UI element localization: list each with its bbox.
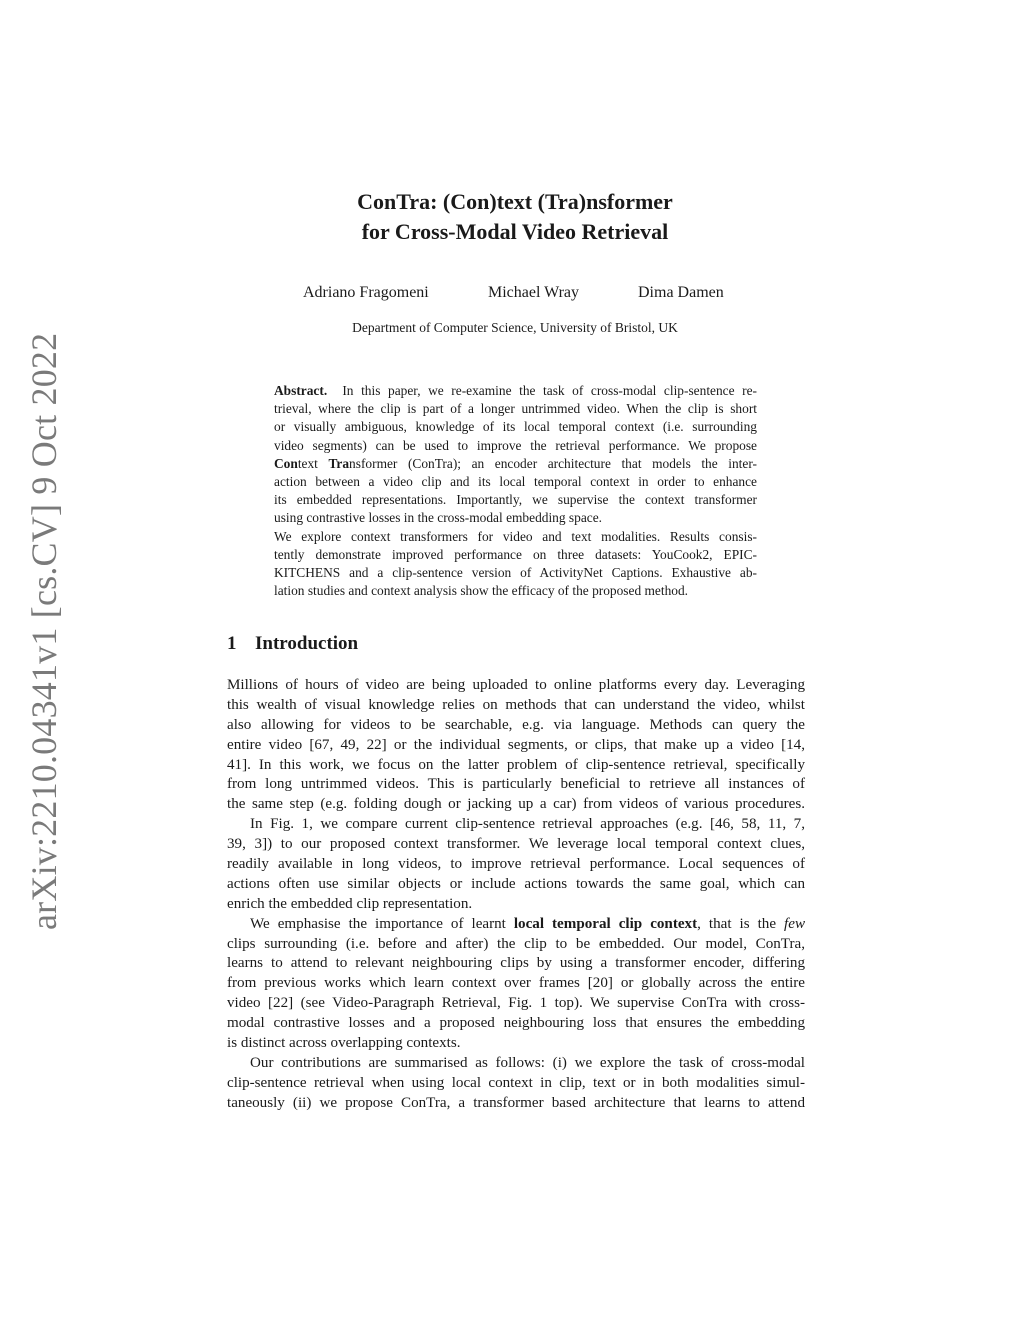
section-heading	[227, 633, 358, 655]
body-line: entire video [67, 49, 22] or the individual segments, or clips, that make up a video [14,	[227, 736, 805, 753]
body-line: learns to attend to relevant neighbouring clips by using a transformer encoder, differing	[227, 955, 805, 972]
body-line: Millions of hours of video are being uploaded to online platforms every day. Leveraging	[227, 677, 805, 693]
abstract-line: action between a video clip and its local temporal context in order to enhance	[274, 473, 757, 489]
author-name: Dima Damen	[638, 284, 724, 301]
body-line: We emphasise the importance of learnt local temporal clip context, that is the few	[250, 915, 806, 932]
author-list	[0, 284, 1024, 304]
abstract-line: trieval, where the clip is part of a longer untrimmed video. When the clip is short	[274, 401, 757, 417]
emphasis-italic: few	[784, 915, 806, 932]
title-line-1: ConTra: (Con)text (Tra)nsformer	[357, 189, 673, 214]
body-line: video [22] (see Video-Paragraph Retrieval, Fig. 1 top). We supervise ConTra with cross-	[227, 995, 805, 1012]
paragraph	[227, 1054, 805, 1114]
body-line: actions often use similar objects or include actions towards the same goal, which can	[227, 875, 805, 892]
body-line: also allowing for videos to be searchable, e.g. via language. Methods can query the	[227, 716, 805, 733]
paper-title	[200, 187, 830, 247]
emphasis-bold: local temporal clip context	[513, 915, 698, 932]
paragraph	[227, 915, 805, 1054]
body-line: Our contributions are summarised as follows: (i) we explore the task of cross-modal	[250, 1054, 805, 1071]
author-name: Adriano Fragomeni	[303, 284, 429, 301]
paragraph	[227, 815, 805, 914]
abstract-line: We explore context transformers for video and text modalities. Results consis-	[274, 528, 757, 544]
body-line: the same step (e.g. folding dough or jacking up a car) from videos of various procedures.	[227, 796, 805, 813]
body-text	[227, 676, 805, 1114]
section-number: 1	[227, 633, 237, 654]
body-line: is distinct across overlapping contexts.	[227, 1035, 461, 1052]
author-name: Michael Wray	[488, 284, 580, 301]
paragraph	[227, 676, 805, 815]
body-line: taneously (ii) we propose ConTra, a transformer based architecture that learns to attend	[227, 1094, 805, 1111]
body-line: In Fig. 1, we compare current clip-sentence retrieval approaches (e.g. [46, 58, 11, 7,	[250, 816, 805, 833]
section-title: Introduction	[255, 633, 359, 654]
body-line: 39, 3]) to our proposed context transformer. We leverage local temporal context clues,	[227, 836, 805, 853]
body-line: enrich the embedded clip representation.	[227, 895, 473, 912]
body-line: modal contrastive losses and a proposed neighbouring loss that ensures the embedding	[227, 1015, 805, 1032]
abstract-line: its embedded representations. Importantly, we supervise the context transformer	[274, 492, 757, 508]
body-line: from long untrimmed videos. This is particularly beneficial to retrieve all instances of	[227, 776, 805, 793]
arxiv-identifier-stamp: arXiv:2210.04341v1 [cs.CV] 9 Oct 2022	[24, 332, 64, 930]
body-line: clip-sentence retrieval when using local context in clip, text or in both modalities simul-	[227, 1074, 805, 1091]
abstract-line: KITCHENS and a clip-sentence version of ActivityNet Captions. Exhaustive ab-	[274, 564, 757, 580]
abstract-line: Context Transformer (ConTra); an encoder architecture that models the inter-	[274, 455, 757, 471]
abstract-line: video segments) can be used to improve the retrieval performance. We propose	[274, 437, 757, 453]
abstract-line: lation studies and context analysis show the efficacy of the proposed method.	[274, 583, 689, 599]
abstract	[274, 382, 757, 600]
abstract-line: Abstract. In this paper, we re-examine the task of cross-modal clip-sentence re-	[274, 383, 757, 398]
body-line: readily available in long videos, to improve retrieval performance. Local sequences of	[227, 856, 805, 873]
abstract-line: or visually ambiguous, knowledge of its local temporal context (i.e. surrounding	[274, 419, 757, 435]
body-line: clips surrounding (i.e. before and after) the clip to be embedded. Our model, ConTra,	[227, 935, 805, 952]
title-line-2: for Cross-Modal Video Retrieval	[361, 219, 669, 244]
abstract-line: tently demonstrate improved performance on three datasets: YouCook2, EPIC-	[274, 546, 757, 562]
body-line: this wealth of visual knowledge relies on methods that can understand the video, whilst	[227, 696, 805, 713]
body-line: 41]. In this work, we focus on the latter problem of clip-sentence retrieval, specifically	[227, 756, 805, 773]
abstract-line: using contrastive losses in the cross-modal embedding space.	[274, 510, 602, 526]
abstract-label: Abstract.	[274, 383, 328, 398]
body-line: from previous works which learn context over frames [20] or globally across the entire	[227, 975, 805, 992]
affiliation: Department of Computer Science, University of Bristol, UK	[352, 320, 678, 335]
